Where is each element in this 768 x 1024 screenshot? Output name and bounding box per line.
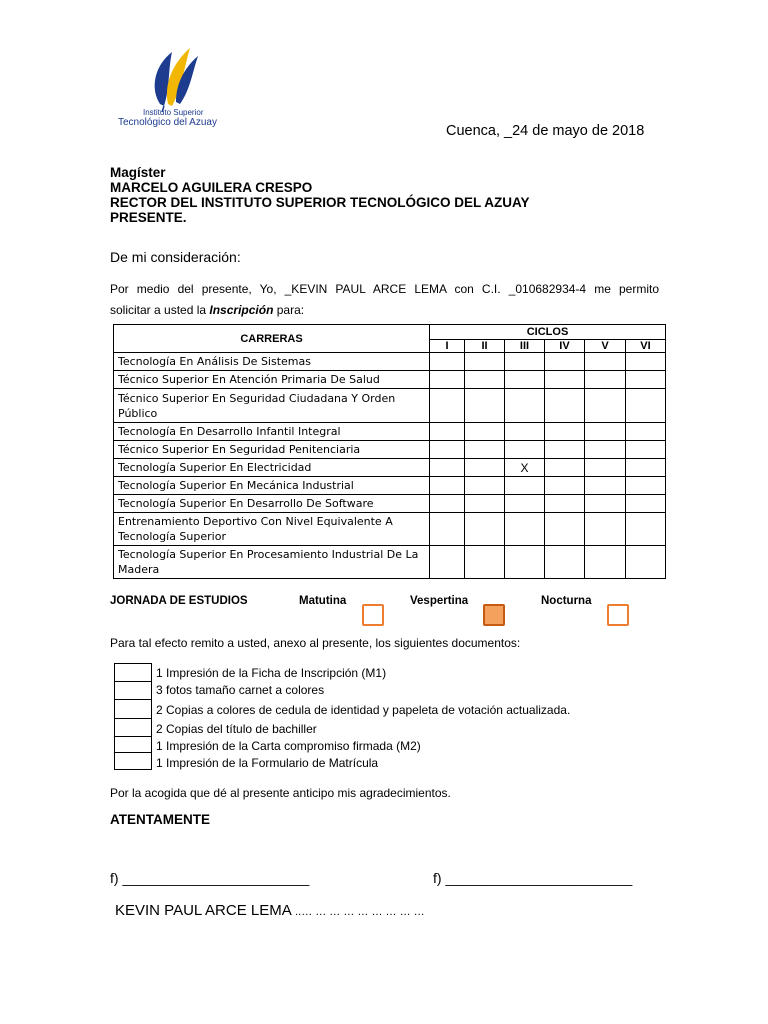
table-row <box>114 513 666 546</box>
cycle-cell[interactable] <box>430 477 465 495</box>
shift-checkbox-nocturna[interactable] <box>607 604 629 626</box>
cycle-cell[interactable] <box>430 513 465 546</box>
cycle-cell[interactable] <box>545 495 585 513</box>
table-row <box>114 371 666 389</box>
signature-line-right: f) ________________________ <box>433 870 633 886</box>
careers-header: CARRERAS <box>114 325 430 353</box>
cycle-cell[interactable] <box>626 353 666 371</box>
cycle-cell[interactable] <box>465 459 505 477</box>
cycle-cell[interactable] <box>545 459 585 477</box>
cycle-cell[interactable] <box>585 459 626 477</box>
cycle-header-2: II <box>465 340 505 353</box>
cycle-cell[interactable] <box>585 423 626 441</box>
cycle-cell[interactable] <box>545 423 585 441</box>
career-name: Tecnología Superior En Electricidad <box>114 459 430 477</box>
cycle-cell[interactable] <box>430 389 465 423</box>
cycle-cell[interactable] <box>465 495 505 513</box>
table-row <box>114 477 666 495</box>
cycle-cell[interactable] <box>545 477 585 495</box>
cycle-cell[interactable] <box>465 371 505 389</box>
cycle-cell[interactable] <box>626 495 666 513</box>
jornada-label: JORNADA DE ESTUDIOS <box>110 595 248 607</box>
recipient-name: MARCELO AGUILERA CRESPO <box>110 180 313 195</box>
cycle-cell[interactable] <box>465 423 505 441</box>
recipient-presente: PRESENTE. <box>110 210 187 225</box>
cycle-cell[interactable] <box>626 546 666 579</box>
document-checkbox[interactable] <box>114 681 152 700</box>
cycle-cell[interactable] <box>505 353 545 371</box>
career-name: Técnico Superior En Seguridad Penitenciaria <box>114 441 430 459</box>
cycle-cell[interactable] <box>626 423 666 441</box>
cycle-header-5: V <box>585 340 626 353</box>
body-line2-emphasis: Inscripción <box>209 303 274 317</box>
cycle-cell[interactable] <box>545 389 585 423</box>
document-checkbox[interactable] <box>114 752 152 770</box>
document-item: 1 Impresión de la Ficha de Inscripción (M1) <box>156 666 387 680</box>
cycle-cell[interactable] <box>505 546 545 579</box>
cycle-cell[interactable] <box>465 389 505 423</box>
table-row <box>114 441 666 459</box>
shift-checkbox-vespertina[interactable] <box>483 604 505 626</box>
cycle-cell[interactable] <box>545 441 585 459</box>
cycle-header-6: VI <box>626 340 666 353</box>
cycle-cell[interactable] <box>585 513 626 546</box>
table-row <box>114 546 666 579</box>
cycle-cell[interactable] <box>545 513 585 546</box>
cycle-header-1: I <box>430 340 465 353</box>
document-checkbox[interactable] <box>114 663 152 682</box>
signature-line-left: f) ________________________ <box>110 870 310 886</box>
cycle-cell[interactable] <box>465 513 505 546</box>
cycle-cell[interactable] <box>465 353 505 371</box>
document-item: 2 Copias a colores de cedula de identidad y papeleta de votación actualizada. <box>156 703 571 717</box>
table-row <box>114 459 666 477</box>
cycle-cell[interactable]: X <box>505 459 545 477</box>
document-item: 2 Copias del título de bachiller <box>156 722 317 736</box>
letter-date: Cuenca, _24 de mayo de 2018 <box>446 123 645 139</box>
career-name: Tecnología Superior En Desarrollo De Software <box>114 495 430 513</box>
documents-intro: Para tal efecto remito a usted, anexo al presente, los siguientes documentos: <box>110 636 521 650</box>
table-row <box>114 389 666 423</box>
cycle-cell[interactable] <box>430 546 465 579</box>
document-checkbox[interactable] <box>114 718 152 737</box>
cycle-cell[interactable] <box>505 423 545 441</box>
logo-line2: Tecnológico del Azuay <box>118 117 217 128</box>
cycle-cell[interactable] <box>626 389 666 423</box>
career-name: Tecnología Superior En Procesamiento Industrial De La Madera <box>114 546 430 579</box>
signer-name: KEVIN PAUL ARCE LEMA <box>115 902 291 919</box>
logo-line1: Instituto Superior <box>143 108 204 117</box>
body-line2-suffix: para: <box>276 303 305 317</box>
cycle-cell[interactable] <box>585 477 626 495</box>
thanks-text: Por la acogida que dé al presente anticipo mis agradecimientos. <box>110 786 451 800</box>
shift-label-vespertina: Vespertina <box>410 595 469 607</box>
cycle-cell[interactable] <box>585 546 626 579</box>
cycle-cell[interactable] <box>505 371 545 389</box>
cycle-cell[interactable] <box>545 546 585 579</box>
cycle-cell[interactable] <box>585 441 626 459</box>
cycle-cell[interactable] <box>505 389 545 423</box>
closing-text: ATENTAMENTE <box>110 812 210 827</box>
document-item: 3 fotos tamaño carnet a colores <box>156 683 325 697</box>
cycle-header-3: III <box>505 340 545 353</box>
cycle-cell[interactable] <box>585 353 626 371</box>
cycle-cell[interactable] <box>626 513 666 546</box>
cycle-cell[interactable] <box>505 441 545 459</box>
table-row <box>114 353 666 371</box>
cycle-cell[interactable] <box>465 441 505 459</box>
document-checkboxes <box>114 663 152 769</box>
cycle-cell[interactable] <box>430 441 465 459</box>
cycle-cell[interactable] <box>626 441 666 459</box>
cycle-header-4: IV <box>545 340 585 353</box>
cycle-cell[interactable] <box>585 495 626 513</box>
cycle-cell[interactable] <box>430 371 465 389</box>
shift-checkbox-matutina[interactable] <box>362 604 384 626</box>
career-name: Entrenamiento Deportivo Con Nivel Equivalente A Tecnología Superior <box>114 513 430 546</box>
cycle-cell[interactable] <box>505 477 545 495</box>
cycle-cell[interactable] <box>545 371 585 389</box>
recipient-title: Magíster <box>110 165 166 180</box>
cycle-cell[interactable] <box>545 353 585 371</box>
cycle-cell[interactable] <box>626 459 666 477</box>
career-name: Tecnología Superior En Mecánica Industrial <box>114 477 430 495</box>
body-line1: Por medio del presente, Yo, _KEVIN PAUL ARCE LEMA con C.I. _010682934-4 me permito <box>110 282 659 296</box>
cycle-cell[interactable] <box>465 477 505 495</box>
cycle-cell[interactable] <box>505 495 545 513</box>
body-line2-prefix: solicitar a usted la <box>110 303 207 317</box>
document-checkbox[interactable] <box>114 736 152 753</box>
shift-label-matutina: Matutina <box>299 595 347 607</box>
table-row <box>114 423 666 441</box>
document-checkbox[interactable] <box>114 699 152 719</box>
careers-table <box>113 324 666 579</box>
career-name: Tecnología En Análisis De Sistemas <box>114 353 430 371</box>
career-name: Técnico Superior En Seguridad Ciudadana Y Orden Público <box>114 389 430 423</box>
body-line2 <box>110 303 304 317</box>
cycle-cell[interactable] <box>505 513 545 546</box>
cycle-cell[interactable] <box>585 389 626 423</box>
signer-name-line <box>115 902 425 919</box>
cycle-cell[interactable] <box>430 459 465 477</box>
career-name: Tecnología En Desarrollo Infantil Integral <box>114 423 430 441</box>
cycle-cell[interactable] <box>430 423 465 441</box>
document-item: 1 Impresión de la Carta compromiso firmada (M2) <box>156 739 421 753</box>
cycle-cell[interactable] <box>465 546 505 579</box>
cycle-cell[interactable] <box>585 371 626 389</box>
career-name: Técnico Superior En Atención Primaria De Salud <box>114 371 430 389</box>
cycle-cell[interactable] <box>626 371 666 389</box>
greeting: De mi consideración: <box>110 249 241 265</box>
table-row <box>114 495 666 513</box>
cycle-cell[interactable] <box>430 495 465 513</box>
shift-label-nocturna: Nocturna <box>541 595 592 607</box>
cycle-cell[interactable] <box>626 477 666 495</box>
document-item: 1 Impresión de la Formulario de Matrícula <box>156 756 379 770</box>
recipient-position: RECTOR DEL INSTITUTO SUPERIOR TECNOLÓGICO DEL AZUAY <box>110 195 530 210</box>
cycles-header: CICLOS <box>430 325 666 340</box>
cycle-cell[interactable] <box>430 353 465 371</box>
signer-dots: ..… … … … … … … … … <box>295 906 425 918</box>
